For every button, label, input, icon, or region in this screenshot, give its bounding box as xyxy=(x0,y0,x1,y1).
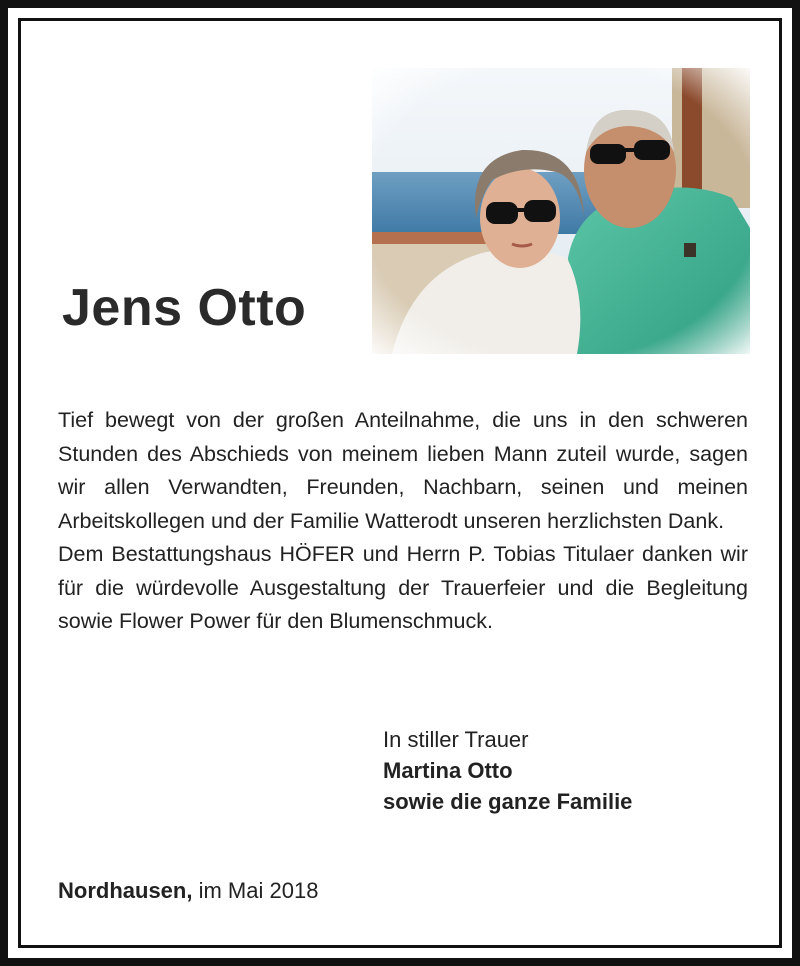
acknowledgement-paragraph: Dem Bestattungshaus HÖFER und Herrn P. Tobias Titulaer danken wir für die würdevolle Ausgestaltung der Trauerfeier und die Begleitung sowie Flower Power für den Blumenschmuck. xyxy=(58,542,748,633)
date: im Mai 2018 xyxy=(198,878,319,903)
deceased-name: Jens Otto xyxy=(62,279,307,337)
place: Nordhausen, xyxy=(58,878,193,903)
signature-family: sowie die ganze Familie xyxy=(383,789,633,814)
couple-photo xyxy=(372,68,750,354)
notice-body xyxy=(58,404,748,639)
place-date xyxy=(58,878,318,904)
thanks-paragraph: Tief bewegt von der großen Anteilnahme, die uns in den schweren Stunden des Abschieds von meinem lieben Mann zuteil wurde, sagen wir allen Verwandten, Freunden, Nachbarn, seinen und meinen Arbeitskollegen und der Familie Watterodt unseren herzlichsten Dank. xyxy=(58,408,748,533)
signature-intro: In stiller Trauer xyxy=(383,727,529,752)
signature-block xyxy=(383,724,632,817)
signature-name: Martina Otto xyxy=(383,758,513,783)
